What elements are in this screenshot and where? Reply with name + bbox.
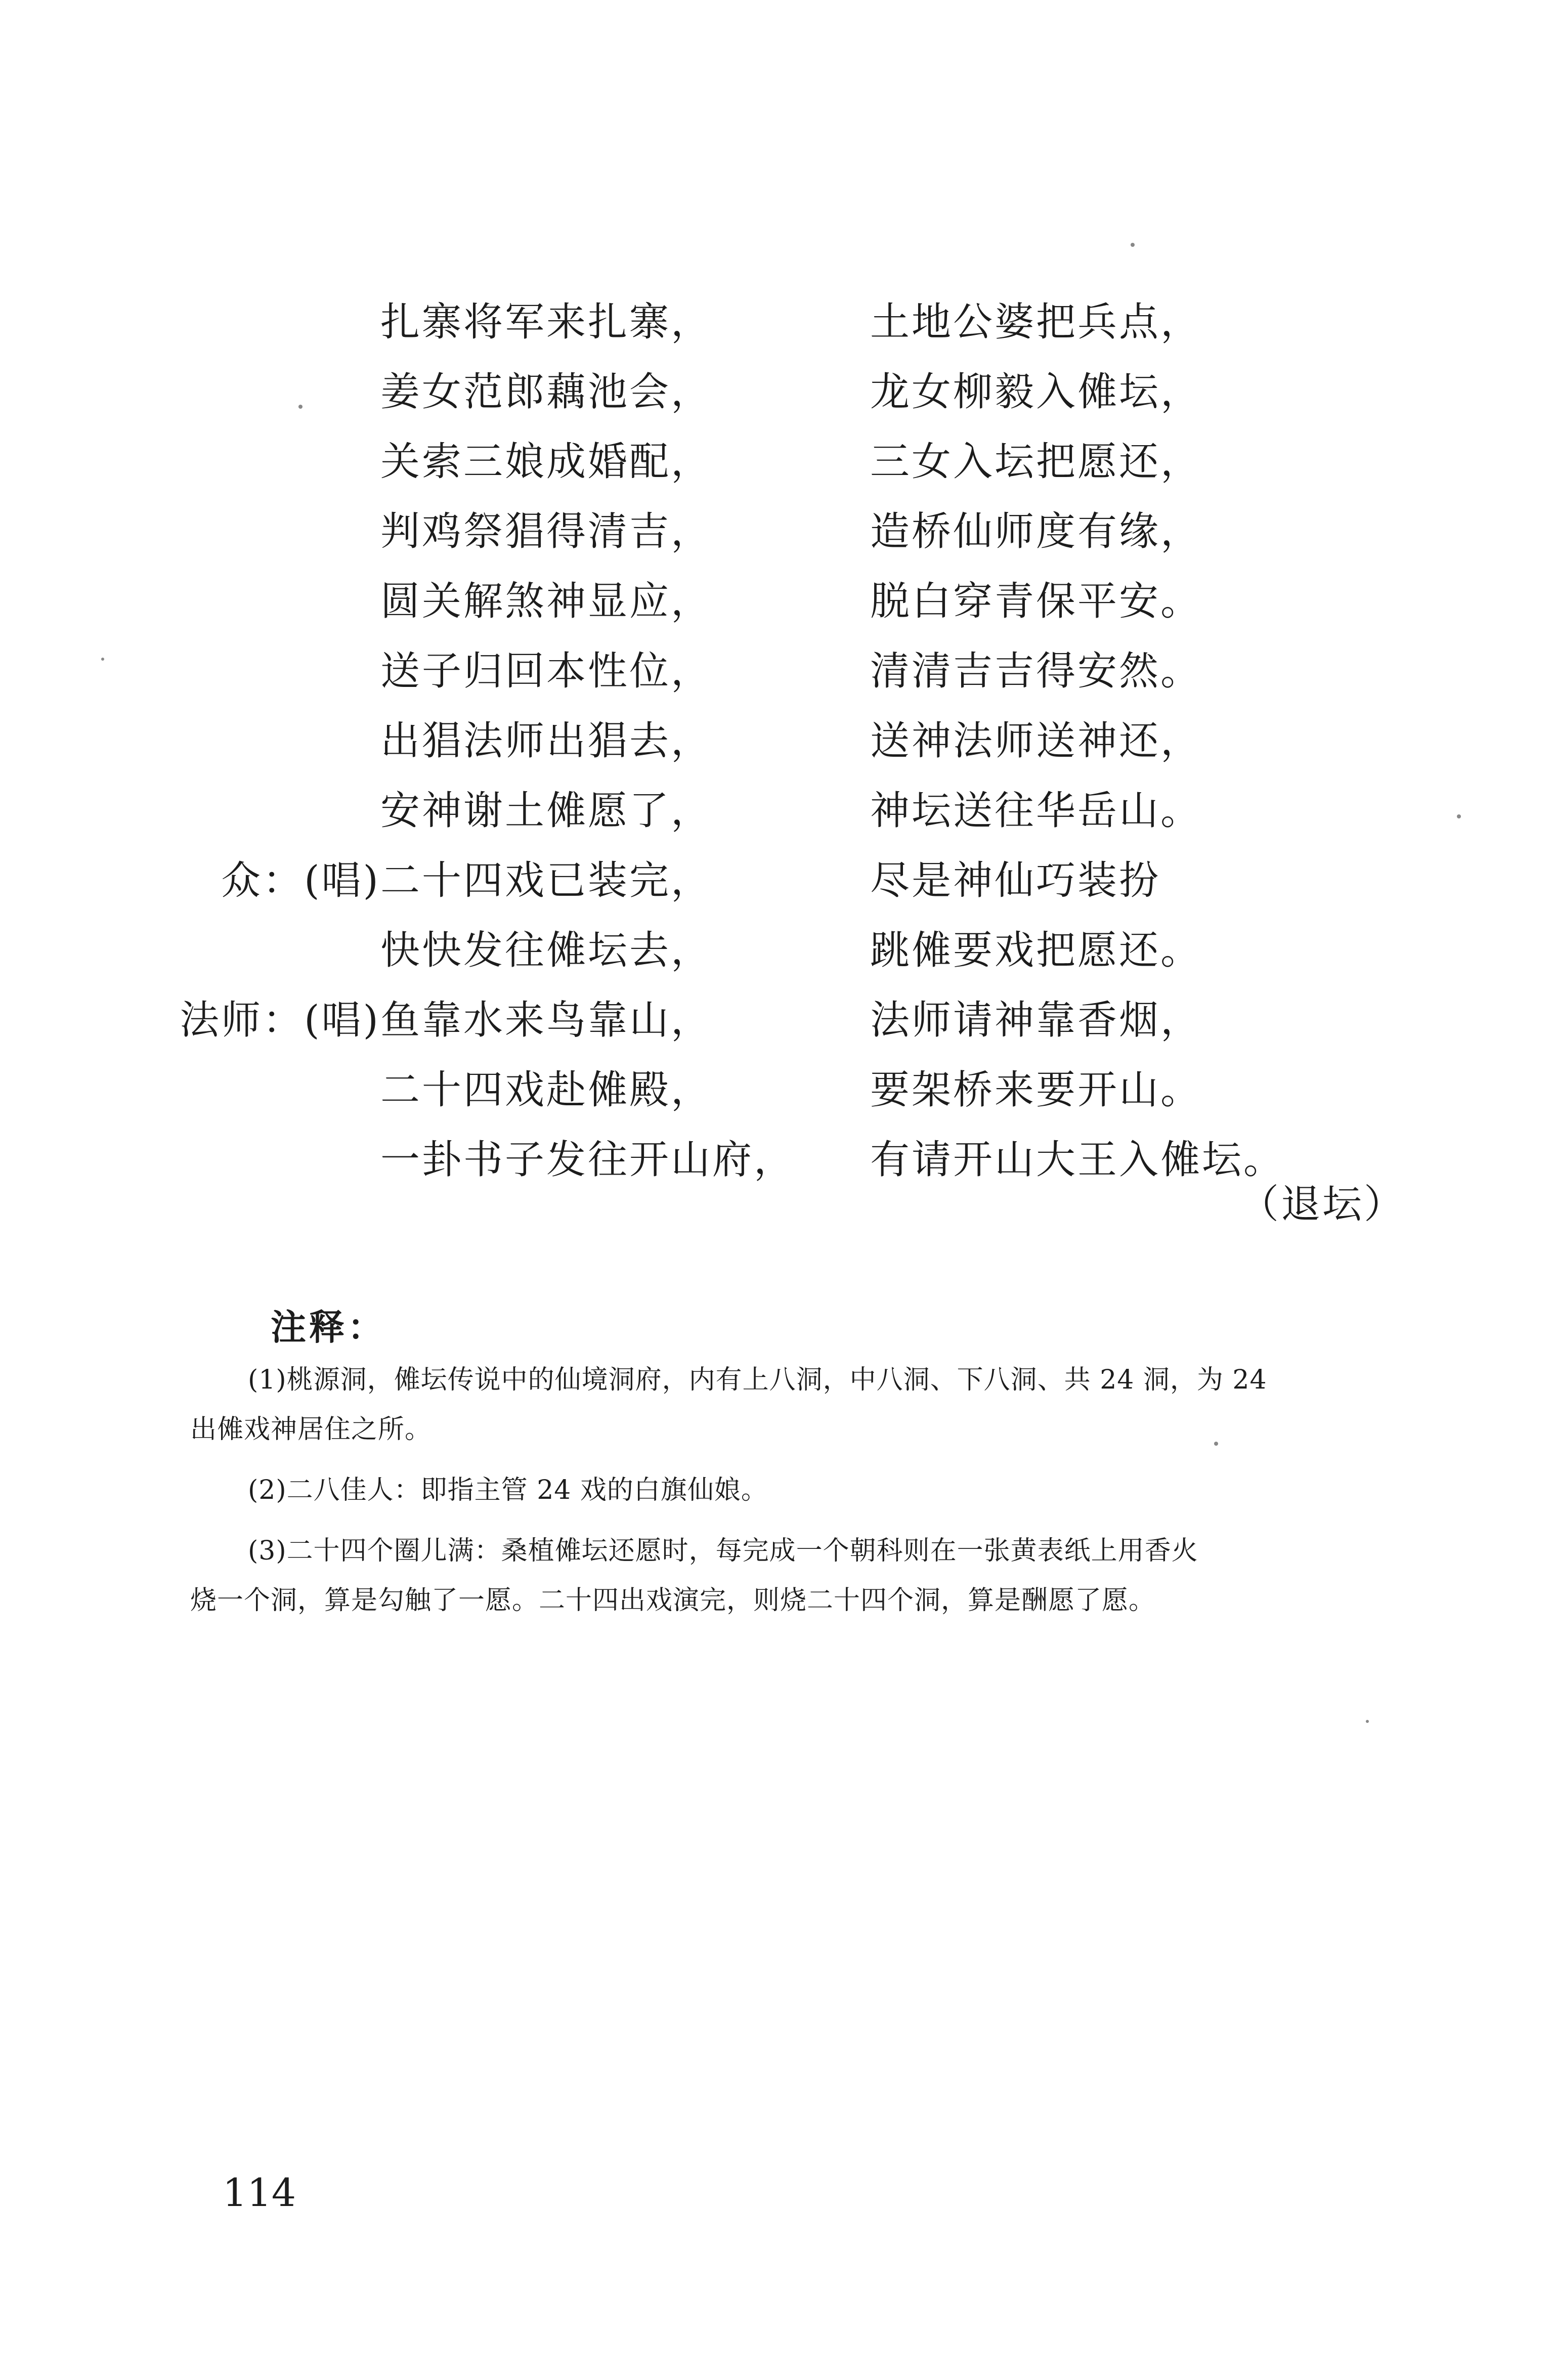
verse-left: 圆关解煞神显应， (380, 579, 713, 624)
verse-right: 脱白穿青保平安。 (870, 579, 1202, 624)
note-2-line-1: (2)二八佳人：即指主管 24 戏的白旗仙娘。 (248, 1475, 768, 1505)
verse-right: 法师请神靠香烟， (870, 998, 1202, 1043)
verse-right: 跳傩要戏把愿还。 (870, 928, 1202, 973)
verse-row (0, 369, 1554, 443)
verse-left: 姜女范郎藕池会， (380, 369, 713, 415)
note-3-line-1: (3)二十四个圈儿满：桑植傩坛还愿时，每完成一个朝科则在一张黄表纸上用香火 (248, 1536, 1198, 1566)
verse-row (0, 928, 1554, 1002)
verse-row (0, 299, 1554, 373)
verse-right: 尽是神仙巧装扮 (870, 858, 1161, 903)
verse-left: 二十四戏赴傩殿， (380, 1067, 713, 1113)
verse-left: 扎寨将军来扎寨， (380, 299, 713, 345)
verse-left: 关索三娘成婚配， (380, 439, 713, 485)
verse-row (0, 858, 1554, 932)
notes-title: 注释： (271, 1307, 386, 1348)
stage-direction: （退坛） (1239, 1182, 1406, 1227)
verse-right: 三女入坛把愿还， (870, 439, 1202, 485)
verse-row (0, 1067, 1554, 1141)
verse-left: 送子归回本性位， (380, 648, 713, 694)
page-number: 114 (223, 2170, 296, 2215)
verse-row (0, 439, 1554, 513)
verse-right: 要架桥来要开山。 (870, 1067, 1202, 1113)
verse-left: 安神谢土傩愿了， (380, 788, 713, 834)
verse-speaker: 众：(唱) (221, 858, 380, 903)
verse-right: 造桥仙师度有缘， (870, 509, 1202, 554)
verse-left: 出猖法师出猖去， (380, 718, 713, 764)
verse-right: 龙女柳毅入傩坛， (870, 369, 1202, 415)
note-3-line-2: 烧一个洞，算是勾触了一愿。二十四出戏演完，则烧二十四个洞，算是酬愿了愿。 (190, 1585, 1156, 1616)
verse-row (0, 509, 1554, 583)
verse-left: 判鸡祭猖得清吉， (380, 509, 713, 554)
verse-right: 有请开山大王入傩坛。 (870, 1137, 1285, 1183)
note-1-line-2: 出傩戏神居住之所。 (190, 1414, 432, 1445)
verse-left: 快快发往傩坛去， (380, 928, 713, 973)
verse-row (0, 788, 1554, 862)
verse-right: 送神法师送神还， (870, 718, 1202, 764)
verse-right: 清清吉吉得安然。 (870, 648, 1202, 694)
verse-row (0, 579, 1554, 653)
scan-speck (1366, 1720, 1369, 1723)
verse-right: 神坛送往华岳山。 (870, 788, 1202, 834)
verse-left: 二十四戏已装完， (380, 858, 713, 903)
note-1-line-1: (1)桃源洞，傩坛传说中的仙境洞府，内有上八洞，中八洞、下八洞、共 24 洞，为 24 (248, 1365, 1267, 1395)
verse-row (0, 648, 1554, 722)
scan-speck (1131, 243, 1135, 247)
verse-row (0, 998, 1554, 1071)
verse-speaker: 法师：(唱) (180, 998, 380, 1043)
scan-speck (1214, 1442, 1218, 1446)
verse-right: 土地公婆把兵点， (870, 299, 1202, 345)
verse-row (0, 718, 1554, 792)
verse-left: 一卦书子发往开山府， (380, 1137, 796, 1183)
verse-left: 鱼靠水来鸟靠山， (380, 998, 713, 1043)
